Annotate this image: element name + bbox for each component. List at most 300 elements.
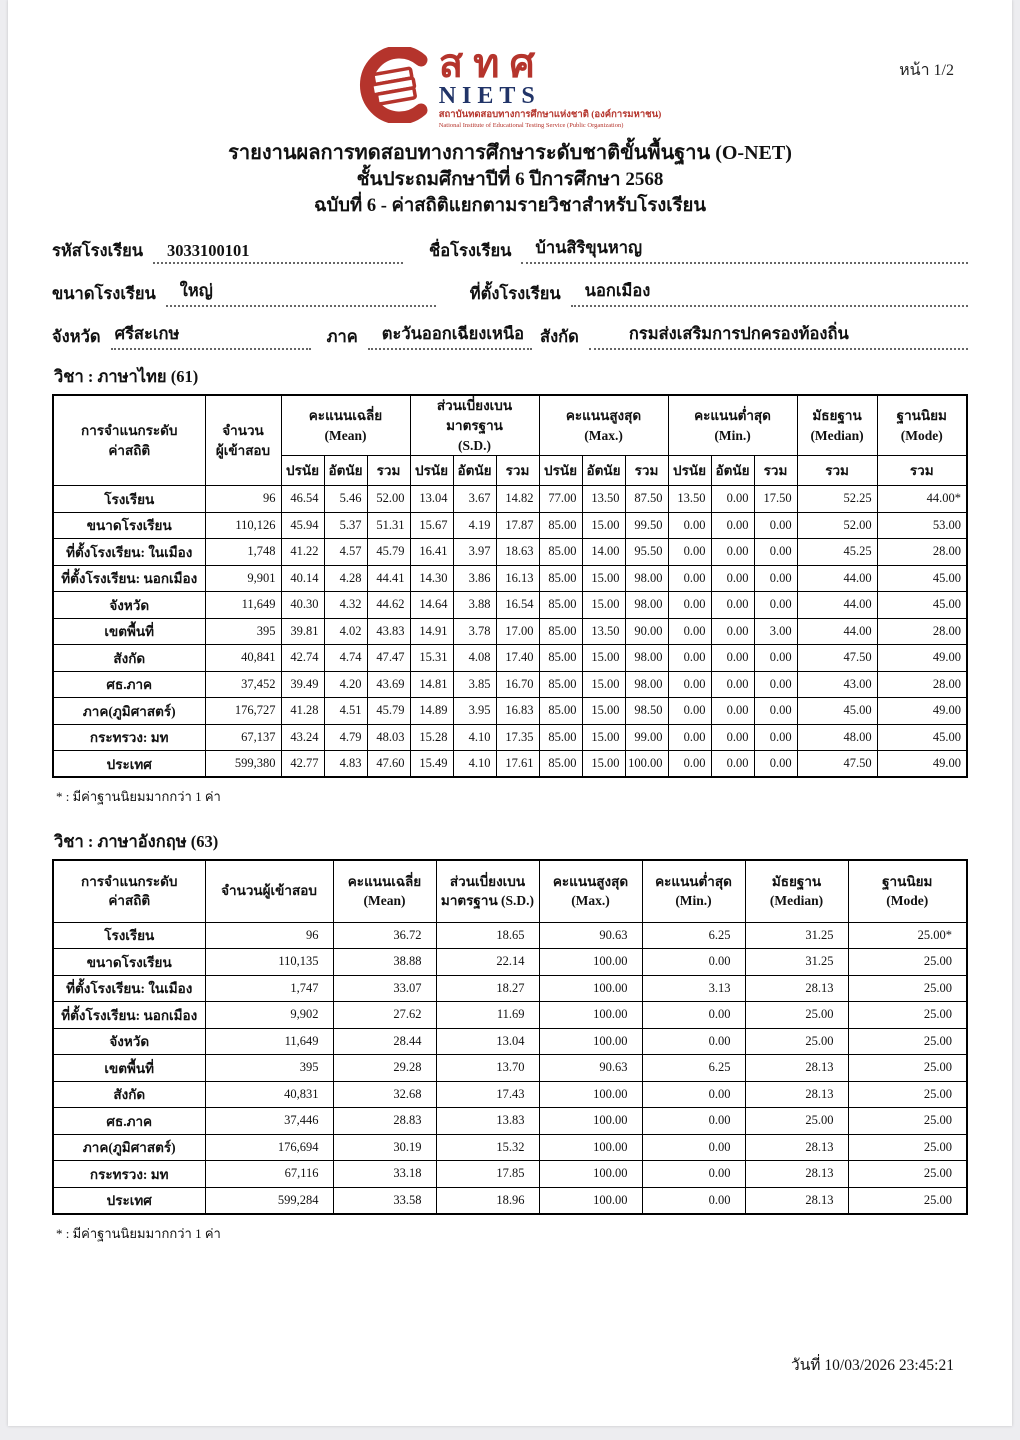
stat-cell: 53.00 [877, 512, 967, 539]
table-row [53, 512, 967, 539]
stat-cell: 49.00 [877, 645, 967, 672]
stat-cell: 0.00 [668, 698, 711, 725]
subcol-subjective: อัตนัย [324, 456, 367, 486]
stat-cell: 0.00 [668, 565, 711, 592]
stat-cell: 14.91 [410, 618, 453, 645]
report-title-block [52, 139, 968, 219]
stat-cell: 11,649 [205, 592, 281, 619]
stat-cell: 0.00 [642, 949, 745, 976]
stat-cell: 0.00 [754, 698, 797, 725]
stat-cell: 3.97 [453, 539, 496, 566]
stat-cell: 4.10 [453, 724, 496, 751]
stat-cell: 45.00 [797, 698, 877, 725]
stat-cell: 85.00 [539, 592, 582, 619]
row-label: ภาค(ภูมิศาสตร์) [53, 698, 205, 725]
stat-cell: 0.00 [711, 618, 754, 645]
row-label: ศธ.ภาค [53, 671, 205, 698]
report-title-line1: รายงานผลการทดสอบทางการศึกษาระดับชาติขั้นพื้นฐาน (O-NET) [228, 142, 792, 164]
subcol-objective: ปรนัย [410, 456, 453, 486]
table-row [53, 1161, 967, 1188]
stat-cell: 0.00 [711, 486, 754, 513]
stat-cell: 5.37 [324, 512, 367, 539]
stat-cell: 37,446 [205, 1108, 333, 1135]
stat-cell: 3.00 [754, 618, 797, 645]
stat-cell: 38.88 [333, 949, 436, 976]
subcol-total: รวม [367, 456, 410, 486]
stat-cell: 51.31 [367, 512, 410, 539]
report-title-line2: ชั้นประถมศึกษาปีที่ 6 ปีการศึกษา 2568 [356, 169, 664, 190]
stat-cell: 17.85 [436, 1161, 539, 1188]
stat-cell: 44.00* [877, 486, 967, 513]
stat-cell: 47.47 [367, 645, 410, 672]
stat-cell: 100.00 [539, 1002, 642, 1029]
col-header-min: คะแนนต่ำสุด (Min.) [668, 395, 797, 455]
stat-cell: 13.50 [668, 486, 711, 513]
stat-cell: 0.00 [668, 671, 711, 698]
stat-cell: 0.00 [711, 565, 754, 592]
col-header-min: คะแนนต่ำสุด (Min.) [642, 860, 745, 922]
stat-cell: 3.78 [453, 618, 496, 645]
row-label: ขนาดโรงเรียน [53, 512, 205, 539]
stat-cell: 3.67 [453, 486, 496, 513]
stat-cell: 67,137 [205, 724, 281, 751]
subcol-objective: ปรนัย [281, 456, 324, 486]
stat-cell: 98.50 [625, 698, 668, 725]
stat-cell: 48.03 [367, 724, 410, 751]
stat-cell: 45.00 [877, 724, 967, 751]
stat-cell: 40.30 [281, 592, 324, 619]
stat-cell: 25.00 [745, 1028, 848, 1055]
stat-cell: 0.00 [711, 671, 754, 698]
stat-cell: 4.08 [453, 645, 496, 672]
stat-cell: 15.28 [410, 724, 453, 751]
row-label: ประเทศ [53, 1187, 205, 1214]
stat-cell: 0.00 [642, 1187, 745, 1214]
stat-cell: 13.50 [582, 618, 625, 645]
stat-cell: 17.87 [496, 512, 539, 539]
stat-cell: 1,747 [205, 975, 333, 1002]
stat-cell: 15.00 [582, 512, 625, 539]
subcol-median-total: รวม [797, 456, 877, 486]
stat-cell: 4.20 [324, 671, 367, 698]
stat-cell: 44.00 [797, 565, 877, 592]
stat-cell: 25.00 [848, 1161, 967, 1188]
logo-latin-acronym: NIETS [438, 83, 541, 109]
stat-cell: 25.00 [848, 1187, 967, 1214]
stat-cell: 43.83 [367, 618, 410, 645]
stat-cell: 13.83 [436, 1108, 539, 1135]
stat-cell: 13.04 [410, 486, 453, 513]
stat-cell: 47.60 [367, 751, 410, 778]
stat-cell: 0.00 [754, 565, 797, 592]
stat-cell: 25.00 [848, 1002, 967, 1029]
school-code-value: 3033100101 [153, 241, 403, 264]
stat-cell: 15.00 [582, 724, 625, 751]
stat-cell: 49.00 [877, 698, 967, 725]
stat-cell: 0.00 [668, 618, 711, 645]
stat-cell: 15.31 [410, 645, 453, 672]
table-row [53, 539, 967, 566]
stat-cell: 3.13 [642, 975, 745, 1002]
stat-cell: 45.00 [877, 565, 967, 592]
stat-cell: 4.32 [324, 592, 367, 619]
stat-cell: 14.00 [582, 539, 625, 566]
stat-cell: 28.13 [745, 1055, 848, 1082]
stat-cell: 28.00 [877, 671, 967, 698]
stat-cell: 14.89 [410, 698, 453, 725]
stat-cell: 48.00 [797, 724, 877, 751]
stat-cell: 77.00 [539, 486, 582, 513]
table-row [53, 1187, 967, 1214]
row-label: ที่ตั้งโรงเรียน: ในเมือง [53, 539, 205, 566]
stat-cell: 100.00 [539, 1187, 642, 1214]
stat-cell: 1,748 [205, 539, 281, 566]
stat-cell: 17.43 [436, 1081, 539, 1108]
col-header-classification: การจำแนกระดับ ค่าสถิติ [53, 860, 205, 922]
row-label: จังหวัด [53, 592, 205, 619]
niets-logo [52, 0, 968, 129]
stat-cell: 90.63 [539, 1055, 642, 1082]
table-row [53, 486, 967, 513]
stat-cell: 41.28 [281, 698, 324, 725]
stat-cell: 0.00 [754, 671, 797, 698]
subcol-total: รวม [625, 456, 668, 486]
stat-cell: 85.00 [539, 671, 582, 698]
row-label: กระทรวง: มท [53, 724, 205, 751]
table-row [53, 1081, 967, 1108]
stat-cell: 25.00 [745, 1108, 848, 1135]
stat-cell: 176,694 [205, 1134, 333, 1161]
stat-cell: 15.00 [582, 645, 625, 672]
stat-cell: 28.13 [745, 1134, 848, 1161]
stat-cell: 85.00 [539, 751, 582, 778]
stat-cell: 52.25 [797, 486, 877, 513]
stat-cell: 42.77 [281, 751, 324, 778]
stat-cell: 28.00 [877, 539, 967, 566]
stat-cell: 15.00 [582, 671, 625, 698]
stat-cell: 18.63 [496, 539, 539, 566]
stat-cell: 85.00 [539, 565, 582, 592]
stat-cell: 0.00 [668, 751, 711, 778]
stat-cell: 13.50 [582, 486, 625, 513]
stat-cell: 100.00 [539, 1161, 642, 1188]
stat-cell: 0.00 [711, 592, 754, 619]
col-header-mode: ฐานนิยม (Mode) [848, 860, 967, 922]
col-header-max: คะแนนสูงสุด (Max.) [539, 860, 642, 922]
stat-cell: 98.00 [625, 592, 668, 619]
stat-cell: 17.35 [496, 724, 539, 751]
stat-cell: 36.72 [333, 922, 436, 949]
stat-cell: 28.44 [333, 1028, 436, 1055]
subcol-subjective: อัตนัย [582, 456, 625, 486]
stat-cell: 13.70 [436, 1055, 539, 1082]
school-name-value: บ้านสิริขุนหาญ [521, 235, 968, 264]
table-row [53, 724, 967, 751]
stat-cell: 22.14 [436, 949, 539, 976]
stat-cell: 25.00 [848, 1028, 967, 1055]
stat-cell: 42.74 [281, 645, 324, 672]
stat-cell: 4.02 [324, 618, 367, 645]
stat-cell: 100.00 [539, 975, 642, 1002]
subcol-subjective: อัตนัย [711, 456, 754, 486]
school-size-label: ขนาดโรงเรียน [52, 284, 156, 304]
stat-cell: 45.79 [367, 539, 410, 566]
stat-cell: 17.61 [496, 751, 539, 778]
row-label: ศธ.ภาค [53, 1108, 205, 1135]
stat-cell: 25.00 [848, 975, 967, 1002]
stat-cell: 0.00 [668, 512, 711, 539]
stat-cell: 17.50 [754, 486, 797, 513]
stat-cell: 0.00 [754, 512, 797, 539]
school-size-value: ใหญ่ [166, 278, 436, 307]
province-label: จังหวัด [52, 327, 101, 347]
row-label: ภาค(ภูมิศาสตร์) [53, 1134, 205, 1161]
stat-cell: 0.00 [754, 751, 797, 778]
page-number: หน้า 1/2 [899, 62, 954, 79]
stat-cell: 67,116 [205, 1161, 333, 1188]
stat-cell: 25.00 [848, 1108, 967, 1135]
stat-cell: 39.81 [281, 618, 324, 645]
row-label: โรงเรียน [53, 486, 205, 513]
stat-cell: 98.00 [625, 565, 668, 592]
stat-cell: 25.00 [848, 1081, 967, 1108]
stat-cell: 0.00 [711, 698, 754, 725]
col-header-max: คะแนนสูงสุด (Max.) [539, 395, 668, 455]
col-header-mean: คะแนนเฉลี่ย (Mean) [333, 860, 436, 922]
stat-cell: 31.25 [745, 949, 848, 976]
stat-cell: 43.69 [367, 671, 410, 698]
stat-cell: 0.00 [711, 724, 754, 751]
stat-cell: 100.00 [625, 751, 668, 778]
stat-cell: 15.49 [410, 751, 453, 778]
table-row [53, 1055, 967, 1082]
affiliation-label: สังกัด [540, 327, 579, 347]
stat-cell: 18.27 [436, 975, 539, 1002]
stat-cell: 40,831 [205, 1081, 333, 1108]
table-row [53, 671, 967, 698]
stat-cell: 0.00 [668, 645, 711, 672]
stat-cell: 33.18 [333, 1161, 436, 1188]
stat-cell: 45.25 [797, 539, 877, 566]
subcol-mode-total: รวม [877, 456, 967, 486]
stat-cell: 15.00 [582, 565, 625, 592]
stat-cell: 25.00 [848, 1055, 967, 1082]
stat-cell: 85.00 [539, 618, 582, 645]
region-value: ตะวันออกเฉียงเหนือ [368, 321, 532, 350]
stat-cell: 33.58 [333, 1187, 436, 1214]
stat-cell: 0.00 [642, 1161, 745, 1188]
col-header-count: จำนวนผู้เข้าสอบ [205, 860, 333, 922]
stat-cell: 52.00 [797, 512, 877, 539]
school-location-value: นอกเมือง [571, 278, 968, 307]
stat-cell: 14.82 [496, 486, 539, 513]
stat-cell: 4.74 [324, 645, 367, 672]
stat-cell: 37,452 [205, 671, 281, 698]
stat-cell: 45.79 [367, 698, 410, 725]
niets-books-crescent-icon [359, 47, 435, 128]
stat-cell: 100.00 [539, 1108, 642, 1135]
stat-cell: 0.00 [642, 1081, 745, 1108]
stat-cell: 25.00* [848, 922, 967, 949]
table-row [53, 565, 967, 592]
table-row [53, 645, 967, 672]
stat-cell: 29.28 [333, 1055, 436, 1082]
stat-cell: 28.13 [745, 1161, 848, 1188]
stat-cell: 16.41 [410, 539, 453, 566]
stat-cell: 28.13 [745, 975, 848, 1002]
stat-cell: 43.00 [797, 671, 877, 698]
stat-cell: 90.63 [539, 922, 642, 949]
table-row [53, 1134, 967, 1161]
stat-cell: 98.00 [625, 645, 668, 672]
stat-cell: 30.19 [333, 1134, 436, 1161]
stat-cell: 40,841 [205, 645, 281, 672]
stat-cell: 85.00 [539, 698, 582, 725]
stat-cell: 18.65 [436, 922, 539, 949]
stat-cell: 41.22 [281, 539, 324, 566]
stat-cell: 4.19 [453, 512, 496, 539]
stat-cell: 44.00 [797, 592, 877, 619]
stat-cell: 100.00 [539, 1134, 642, 1161]
table-row [53, 1108, 967, 1135]
row-label: จังหวัด [53, 1028, 205, 1055]
stat-cell: 100.00 [539, 949, 642, 976]
stat-cell: 0.00 [711, 512, 754, 539]
footnote-english: * : มีค่าฐานนิยมมากกว่า 1 ค่า [56, 1225, 221, 1241]
row-label: เขตพื้นที่ [53, 1055, 205, 1082]
col-header-sd: ส่วนเบี่ยงเบน มาตรฐาน (S.D.) [436, 860, 539, 922]
col-header-median: มัธยฐาน (Median) [797, 395, 877, 455]
stat-cell: 14.64 [410, 592, 453, 619]
stat-cell: 44.41 [367, 565, 410, 592]
stat-cell: 0.00 [668, 592, 711, 619]
stat-cell: 0.00 [754, 724, 797, 751]
stat-cell: 0.00 [668, 539, 711, 566]
logo-thai-fullname: สถาบันทดสอบทางการศึกษาแห่งชาติ (องค์การมหาชน) [438, 110, 662, 120]
stat-cell: 52.00 [367, 486, 410, 513]
table-row [53, 922, 967, 949]
stat-cell: 0.00 [642, 1134, 745, 1161]
stat-cell: 0.00 [711, 751, 754, 778]
stat-cell: 95.50 [625, 539, 668, 566]
stat-cell: 99.50 [625, 512, 668, 539]
stat-cell: 110,126 [205, 512, 281, 539]
stat-cell: 17.00 [496, 618, 539, 645]
stat-cell: 395 [205, 618, 281, 645]
stat-cell: 18.96 [436, 1187, 539, 1214]
stat-cell: 47.50 [797, 751, 877, 778]
stat-cell: 33.07 [333, 975, 436, 1002]
stat-cell: 4.83 [324, 751, 367, 778]
logo-thai-acronym: สทศ [438, 41, 545, 86]
stat-cell: 3.95 [453, 698, 496, 725]
row-label: ที่ตั้งโรงเรียน: ในเมือง [53, 975, 205, 1002]
stat-cell: 11,649 [205, 1028, 333, 1055]
stat-cell: 27.62 [333, 1002, 436, 1029]
stat-cell: 3.88 [453, 592, 496, 619]
school-name-label: ชื่อโรงเรียน [429, 241, 512, 261]
row-label: เขตพื้นที่ [53, 618, 205, 645]
stat-cell: 176,727 [205, 698, 281, 725]
stat-cell: 16.70 [496, 671, 539, 698]
stat-cell: 110,135 [205, 949, 333, 976]
stat-cell: 9,902 [205, 1002, 333, 1029]
table-row [53, 592, 967, 619]
stat-cell: 4.28 [324, 565, 367, 592]
stat-cell: 15.00 [582, 592, 625, 619]
school-info [52, 235, 968, 350]
stat-cell: 44.00 [797, 618, 877, 645]
stat-cell: 5.46 [324, 486, 367, 513]
stat-cell: 46.54 [281, 486, 324, 513]
stat-cell: 25.00 [745, 1002, 848, 1029]
table-row [53, 949, 967, 976]
stat-cell: 96 [205, 486, 281, 513]
stat-cell: 28.13 [745, 1187, 848, 1214]
stat-cell: 28.00 [877, 618, 967, 645]
stat-cell: 599,380 [205, 751, 281, 778]
stat-cell: 13.04 [436, 1028, 539, 1055]
stat-cell: 28.83 [333, 1108, 436, 1135]
stat-cell: 4.57 [324, 539, 367, 566]
stat-cell: 90.00 [625, 618, 668, 645]
stat-cell: 4.79 [324, 724, 367, 751]
stat-cell: 40.14 [281, 565, 324, 592]
stat-cell: 47.50 [797, 645, 877, 672]
stat-cell: 15.67 [410, 512, 453, 539]
stat-cell: 25.00 [848, 1134, 967, 1161]
stat-cell: 85.00 [539, 512, 582, 539]
stat-cell: 44.62 [367, 592, 410, 619]
stat-cell: 14.81 [410, 671, 453, 698]
stat-cell: 599,284 [205, 1187, 333, 1214]
stat-cell: 32.68 [333, 1081, 436, 1108]
col-header-sd: ส่วนเบี่ยงเบนมาตรฐาน (S.D.) [410, 395, 539, 455]
table-row [53, 975, 967, 1002]
stat-cell: 17.40 [496, 645, 539, 672]
stat-cell: 100.00 [539, 1028, 642, 1055]
stat-cell: 45.00 [877, 592, 967, 619]
school-code-label: รหัสโรงเรียน [52, 241, 144, 261]
stat-cell: 0.00 [642, 1028, 745, 1055]
stat-cell: 0.00 [711, 645, 754, 672]
table-row [53, 751, 967, 778]
row-label: กระทรวง: มท [53, 1161, 205, 1188]
table-row [53, 1002, 967, 1029]
stat-cell: 25.00 [848, 949, 967, 976]
subject-thai-title: วิชา : ภาษาไทย (61) [54, 367, 199, 387]
stat-cell: 0.00 [668, 724, 711, 751]
stat-cell: 98.00 [625, 671, 668, 698]
stat-cell: 85.00 [539, 539, 582, 566]
stat-cell: 96 [205, 922, 333, 949]
stat-cell: 99.00 [625, 724, 668, 751]
report-title-line3: ฉบับที่ 6 - ค่าสถิติแยกตามรายวิชาสำหรับโรงเรียน [313, 195, 707, 216]
subcol-objective: ปรนัย [668, 456, 711, 486]
row-label: โรงเรียน [53, 922, 205, 949]
stat-cell: 85.00 [539, 645, 582, 672]
stat-cell: 3.86 [453, 565, 496, 592]
row-label: ที่ตั้งโรงเรียน: นอกเมือง [53, 565, 205, 592]
stat-cell: 395 [205, 1055, 333, 1082]
region-label: ภาค [326, 327, 358, 347]
stat-cell: 31.25 [745, 922, 848, 949]
stat-cell: 0.00 [642, 1002, 745, 1029]
subcol-total: รวม [496, 456, 539, 486]
affiliation-value: กรมส่งเสริมการปกครองท้องถิ่น [589, 321, 968, 350]
stat-cell: 15.00 [582, 698, 625, 725]
row-label: ประเทศ [53, 751, 205, 778]
